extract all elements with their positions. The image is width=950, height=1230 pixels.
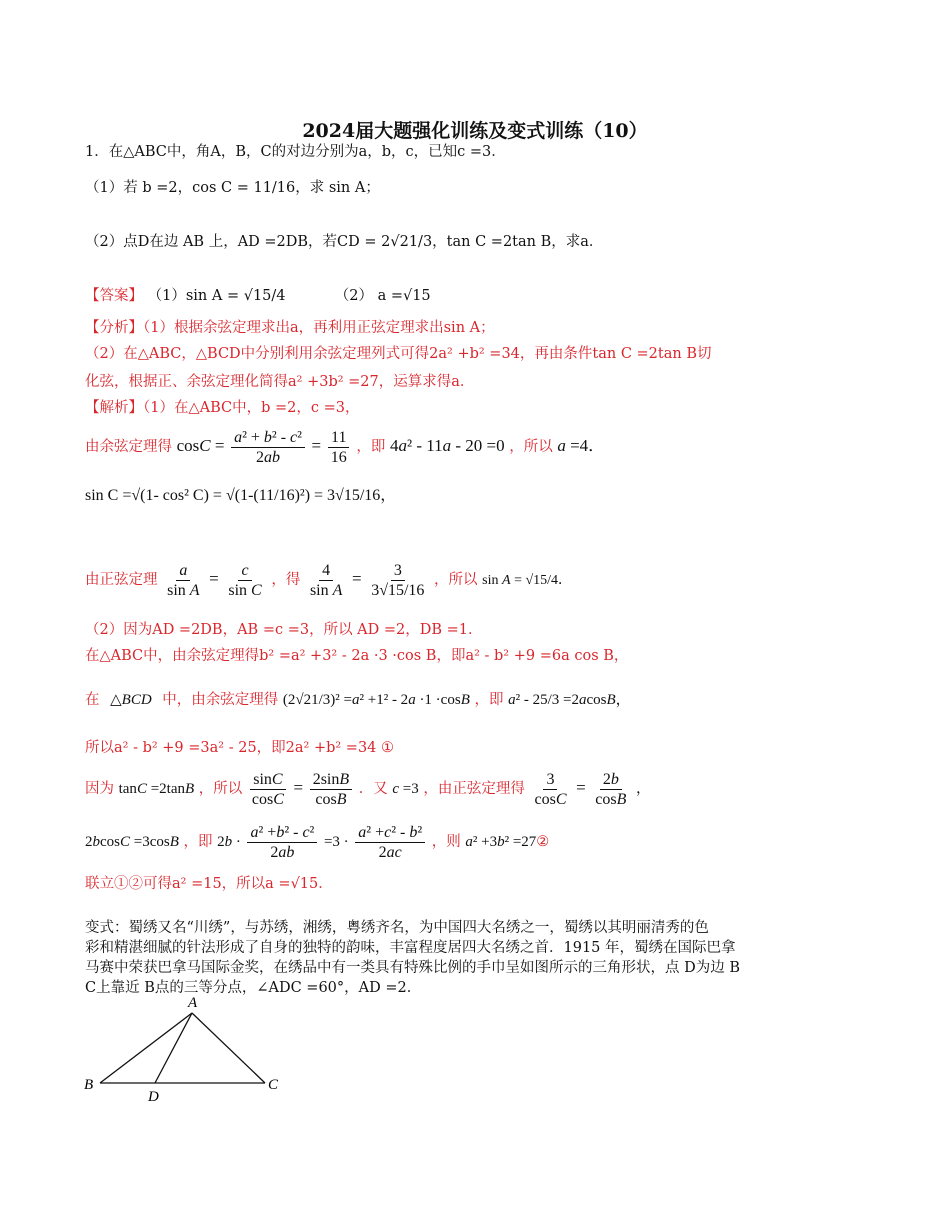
solution-text-10a: ，即 (183, 834, 213, 850)
solution-text-7c: ，即 (474, 692, 504, 708)
solution-text-1: （1）在△ABC中，b =2，c =3， (143, 400, 360, 416)
solution-text-4a: 由正弦定理 (85, 572, 158, 588)
solution-line-8: 所以a² - b² +9 =3a² - 25，即2a² +b² =34 ① (85, 740, 395, 756)
problem-part1: （1）若 b =2，cos C = 11/16，求 sin A； (85, 180, 380, 196)
frac-2b-cosB: $\frac{2b}{\cos B}$ (595, 770, 627, 808)
solution-text-2b: ，即 (356, 439, 386, 455)
solution-line-10: 2bcosC =3cosB ，即 2b · $\frac{\text{a² +b² - c²}}{2ab}$ =3 · $\frac{\text{a² +c² - b²}}{2ac}$ ，则 a² +3b² =27② (85, 823, 550, 861)
solution-text-9a: 因为 (85, 781, 114, 797)
side-ab (100, 1013, 192, 1083)
solution-text-4b: ，得 (271, 572, 301, 588)
frac-sinC-cosC: $\frac{\sin C}{\cos C}$ (251, 770, 284, 808)
analysis-text-1: （1）根据余弦定理求出a，再利用正弦定理求出sin A； (143, 320, 495, 336)
variant-text-2: 彩和精湛细腻的针法形成了自身的独特的韵味，丰富程度居四大名绣之首．1915 年，蜀绣在国际巴拿 (85, 940, 736, 956)
frac-2sinB-cosB: $\frac{2\sin B}{\cos B}$ (310, 770, 352, 809)
solution-line-1 (85, 398, 360, 418)
analysis-line-2: （2）在△ABC，△BCD中分别利用余弦定理列式可得2a² +b² =34，再由条件tan C =2tan B切 (85, 346, 712, 362)
analysis-line-1 (85, 318, 495, 338)
variant-text-1: 变式：蜀绣又名“川绣”，与苏绣，湘绣，粤绣齐名，为中国四大名绣之一，蜀绣以其明丽清秀的色 (85, 920, 709, 936)
solution-line-2: 由余弦定理得 cosC = $\frac{\text{a² + b² - c²}}{2ab}$ = $\frac{11}{16}$ ，即 4a² - 11a - 20 =0 ，所以 a =4． (85, 428, 606, 466)
segment-ad (155, 1013, 192, 1083)
triangle-figure (80, 995, 290, 1105)
frac-4-sinA: $\frac{4}{\text{sin A}}$ (309, 561, 343, 599)
label-d: D (148, 1089, 159, 1105)
solution-line-3: sin C =√(1- cos² C) = √(1-(11/16)²) = 3√15/16， (85, 487, 397, 504)
problem-intro: 1．在△ABC中，角A，B，C的对边分别为a，b，c，已知c =3． (85, 144, 506, 160)
solution-line-4: 由正弦定理 $\frac{a}{\text{sin A}}$ = $\frac{c}{\text{sin C}}$ ，得 $\frac{4}{\text{sin A}}$ = $\frac{3}{3√15/16}$ ，所以 sin A = √15/4． (85, 561, 573, 599)
solution-text-9c: ．又 (358, 781, 388, 797)
solution-text-4c: ，所以 (434, 572, 478, 588)
solution-text-9b: ，所以 (198, 781, 243, 797)
solution-text-2c: ，所以 (509, 439, 553, 455)
label-c: C (268, 1077, 279, 1093)
solution-text-9d: ，由正弦定理得 (423, 781, 525, 797)
frac-3-over: $\frac{3}{3√15/16}$ (371, 561, 425, 599)
solution-line-6: 在△ABC中，由余弦定理得b² =a² +3² - 2a ·3 ·cos B，即a² - b² +9 =6a cos B， (85, 648, 629, 664)
variant-text-3: 马赛中荣获巴拿马国际金奖，在绣品中有一类具有特殊比例的手巾呈如图所示的三角形状，点 D为边 B (85, 960, 740, 976)
frac-a-sinA: $\frac{a}{\text{sin A}}$ (167, 561, 200, 599)
solution-line-11: 联立①②可得a² =15，所以a =√15． (85, 876, 333, 892)
frac-cosC-expr: $\frac{\text{a² +b² - c²}}{2ab}$ (247, 823, 317, 862)
solution-line-7: 在 △BCD 中，由余弦定理得 (2√21/3)² =a² +1² - 2a ·1 ·cosB ，即 a² - 25/3 =2acosB， (85, 692, 631, 708)
frac-c-sinC: $\frac{c}{\text{sin C}}$ (228, 561, 262, 599)
frac-11-16: $\frac{11}{16}$ (328, 428, 350, 467)
answer-line (85, 286, 431, 306)
answer-part1: （1）sin A = √15/4 (147, 288, 286, 304)
label-b: B (84, 1077, 94, 1093)
frac-cosB-expr: $\frac{\text{a² +c² - b²}}{2ac}$ (355, 823, 425, 862)
analysis-label: 【分析】 (85, 320, 143, 336)
page-title: 2024届大题强化训练及变式训练（10） (302, 120, 648, 142)
answer-label: 【答案】 (85, 288, 143, 304)
variant-text-4: C上靠近 B点的三等分点，∠ADC =60°，AD =2． (85, 980, 422, 996)
label-a: A (188, 995, 198, 1011)
solution-text-2a: 由余弦定理得 (85, 439, 172, 455)
solution-label: 【解析】 (85, 400, 143, 416)
frac-3-cosC: $\frac{3}{\cos C}$ (534, 770, 567, 808)
answer-part2: （2） a =√15 (334, 288, 431, 304)
solution-line-5: （2）因为AD =2DB，AB =c =3，所以 AD =2，DB =1． (85, 622, 483, 638)
side-ac (192, 1013, 265, 1083)
analysis-line-3: 化弦，根据正、余弦定理化简得a² +3b² =27，运算求得a． (85, 374, 475, 390)
solution-text-10b: ，则 (431, 834, 461, 850)
solution-text-7a: 在 (85, 692, 100, 708)
problem-part2: （2）点D在边 AB 上，AD =2DB，若CD = 2√21/3，tan C =2tan B，求a． (85, 234, 604, 250)
solution-text-7b: 中，由余弦定理得 (162, 692, 279, 708)
solution-line-9: 因为 tanC =2tanB ，所以 $\frac{\sin C}{\cos C}$ = $\frac{2\sin B}{\cos B}$ ．又 c =3 ，由正弦定理得 $\frac{3}{\cos C}$ = $\frac{2b}{\cos B}$ ， (85, 770, 651, 808)
cos-fraction: $\frac{\text{a² + b² - c²}}{2ab}$ (231, 428, 305, 467)
